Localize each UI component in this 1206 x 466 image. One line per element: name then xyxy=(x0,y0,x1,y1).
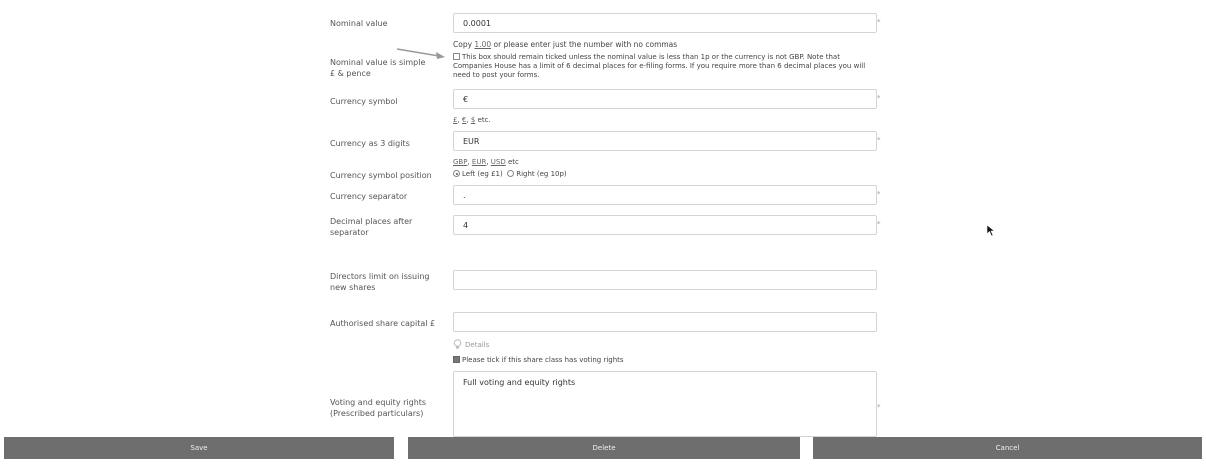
required-marker: * xyxy=(877,403,881,411)
gbp-link[interactable]: GBP xyxy=(453,158,468,166)
decimal-places-input[interactable] xyxy=(453,215,877,235)
delete-button[interactable]: Delete xyxy=(408,437,800,459)
radio-left[interactable] xyxy=(453,170,460,177)
required-marker: * xyxy=(877,220,881,228)
usd-link[interactable]: USD xyxy=(490,158,506,166)
currency-3-input[interactable] xyxy=(453,131,877,151)
authorised-label: Authorised share capital £ xyxy=(330,319,436,328)
nominal-value-hint xyxy=(453,40,677,49)
required-marker: * xyxy=(877,94,881,102)
hint-prefix: Copy xyxy=(453,40,473,49)
simple-checkbox[interactable] xyxy=(453,53,460,60)
required-marker: * xyxy=(877,190,881,198)
hint-suffix: etc xyxy=(507,158,519,166)
voting-rights-label xyxy=(330,397,426,419)
simple-label xyxy=(330,57,425,79)
directors-limit-label-line1: Directors limit on issuing xyxy=(330,272,430,281)
simple-checkbox-text-2: Companies House has a limit of 6 decimal places for e-filing forms. If you require more than 6 decimal places you will xyxy=(453,62,866,70)
lightbulb-icon xyxy=(453,339,462,349)
voting-checkbox[interactable] xyxy=(453,356,460,363)
directors-limit-input[interactable] xyxy=(453,270,877,290)
authorised-input[interactable] xyxy=(453,312,877,332)
symbol-position-label: Currency symbol position xyxy=(330,171,432,180)
radio-left-label: Left (eg £1) xyxy=(462,170,503,178)
separator-label: Currency separator xyxy=(330,192,408,201)
pound-link[interactable]: £ xyxy=(453,116,458,124)
nominal-value-label: Nominal value xyxy=(330,19,388,28)
hint-suffix: or please enter just the number with no commas xyxy=(493,40,678,49)
save-button[interactable]: Save xyxy=(4,437,394,459)
currency-symbol-label: Currency symbol xyxy=(330,97,398,106)
cancel-button[interactable]: Cancel xyxy=(813,437,1202,459)
decimal-places-label xyxy=(330,216,412,238)
simple-label-line2: £ & pence xyxy=(330,69,371,78)
directors-limit-label xyxy=(330,271,430,293)
simple-checkbox-group xyxy=(453,53,865,80)
copy-value-link[interactable]: 1.00 xyxy=(474,40,492,49)
decimal-places-label-line1: Decimal places after xyxy=(330,217,413,226)
separator-input[interactable] xyxy=(453,185,877,205)
currency-symbol-hint: £, €, $ etc. xyxy=(453,116,491,124)
nominal-value-input[interactable] xyxy=(453,13,877,33)
currency-3-label: Currency as 3 digits xyxy=(330,139,410,148)
simple-checkbox-text-3: need to post your forms. xyxy=(453,71,540,79)
currency-symbol-input[interactable] xyxy=(453,89,877,109)
euro-link[interactable]: € xyxy=(461,116,467,124)
directors-limit-label-line2: new shares xyxy=(330,283,376,292)
simple-checkbox-text-1: This box should remain ticked unless the nominal value is less than 1p or the currency is not GBP. Note that xyxy=(462,53,840,61)
hint-suffix: etc. xyxy=(477,116,491,124)
details-toggle[interactable] xyxy=(453,339,489,350)
cursor-icon xyxy=(986,224,996,237)
radio-right-label: Right (eg 10p) xyxy=(516,170,567,178)
voting-rights-label-line2: (Prescribed particulars) xyxy=(330,409,424,418)
voting-check-group xyxy=(453,356,624,365)
symbol-position-options xyxy=(453,170,567,179)
decimal-places-label-line2: separator xyxy=(330,228,369,237)
required-marker: * xyxy=(877,18,881,26)
voting-rights-textarea[interactable] xyxy=(453,371,877,437)
currency-3-hint: GBP, EUR, USD etc xyxy=(453,158,519,166)
eur-link[interactable]: EUR xyxy=(471,158,487,166)
required-marker: * xyxy=(877,136,881,144)
details-label: Details xyxy=(465,341,490,349)
dollar-link[interactable]: $ xyxy=(470,116,476,124)
radio-right[interactable] xyxy=(507,170,514,177)
voting-rights-label-line1: Voting and equity rights xyxy=(330,398,427,407)
voting-check-label: Please tick if this share class has voting rights xyxy=(462,356,624,364)
simple-label-line1: Nominal value is simple xyxy=(330,58,426,67)
